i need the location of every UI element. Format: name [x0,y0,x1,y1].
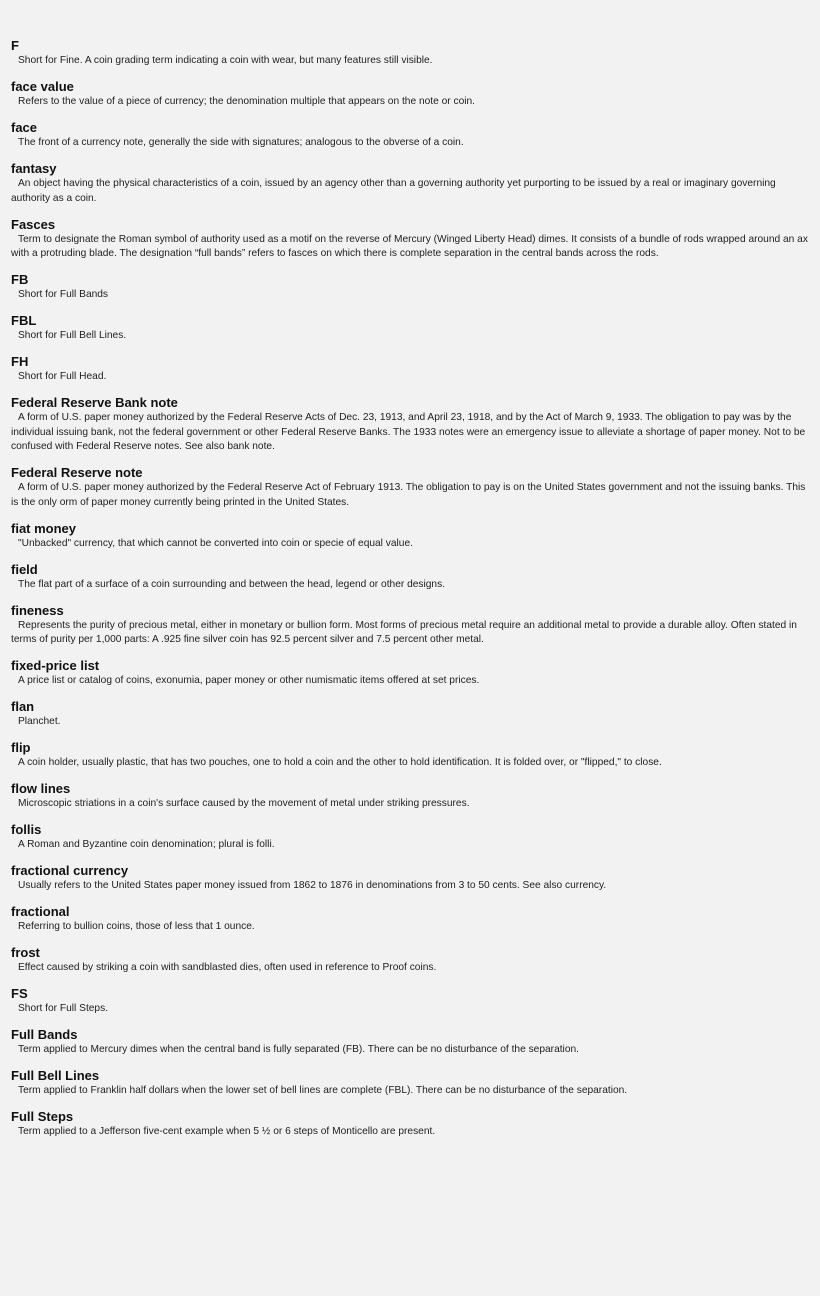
glossary-term: fractional [11,904,70,919]
glossary-definition: A coin holder, usually plastic, that has two pouches, one to hold a coin and the other to hold identification. It is folded over, or "flipped," to close. [18,757,662,768]
glossary-entry [11,395,811,455]
glossary-term: Full Bands [11,1027,78,1042]
glossary-entry [11,740,811,771]
glossary-term: Federal Reserve note [11,465,143,480]
glossary-entry [11,38,811,69]
glossary-entry [11,904,811,935]
glossary-entry [11,161,811,206]
glossary-definition: Represents the purity of precious metal, either in monetary or bullion form. Most forms of precious metal require an additional metal to provide a durable alloy. Often stated in terms of purity per 1,000 parts: A .925 fine silver coin has 92.5 percent silver and 7.5 percent other metal. [11,619,797,645]
glossary-entry [11,699,811,730]
glossary-term: field [11,561,38,577]
glossary-definition: A form of U.S. paper money authorized by the Federal Reserve Acts of Dec. 23, 1913, and April 23, 1918, and by the Act of March 9, 1933. The obligation to pay was by the individual issuing bank, not the federal government or other Federal Reserve Banks. The 1933 notes were an emergency issue to alleviate a shortage of paper money. Not to be confused with Federal Reserve notes. See also bank note. [11,412,806,452]
glossary-definition: A Roman and Byzantine coin denomination; plural is folli. [18,839,275,850]
glossary-term: FS [11,986,28,1001]
glossary-term: Federal Reserve Bank note [11,395,178,410]
glossary-definition: Referring to bullion coins, those of less that 1 ounce. [18,921,255,932]
glossary-definition: Microscopic striations in a coin's surface caused by the movement of metal under striking pressures. [18,798,470,809]
glossary-definition: A form of U.S. paper money authorized by the Federal Reserve Act of February 1913. The obligation to pay is on the United States government and not the issuing banks. This is the only orm of paper money currently being printed in the United States. [11,482,806,508]
glossary-entry [11,986,811,1017]
glossary-term: Full Bell Lines [11,1068,100,1083]
glossary-entry [11,465,811,510]
glossary-entry [11,1027,811,1058]
glossary-definition: The front of a currency note, generally the side with signatures; analogous to the obverse of a coin. [18,137,464,148]
glossary-entry [11,822,811,853]
glossary-definition: A price list or catalog of coins, exonumia, paper money or other numismatic items offered at set prices. [18,675,480,686]
glossary-term: fractional currency [11,863,129,878]
glossary-entry [11,1068,811,1099]
glossary-entry [11,79,811,110]
glossary-entry [11,313,811,344]
glossary-term: fineness [11,602,64,618]
glossary-entry [11,120,811,151]
glossary-entry [11,272,811,303]
glossary-definition: Short for Full Steps. [18,1003,109,1014]
glossary-term: follis [11,822,42,837]
glossary-definition: Effect caused by striking a coin with sandblasted dies, often used in reference to Proof coins. [18,962,437,973]
glossary-definition: Short for Full Bands [18,289,109,300]
glossary-entry [11,354,811,385]
glossary-entry [11,562,811,593]
glossary-definition: Usually refers to the United States paper money issued from 1862 to 1876 in denominations from 3 to 50 cents. See also currency. [18,880,607,891]
glossary-term: Full Steps [11,1109,74,1124]
glossary-term: fantasy [11,161,57,176]
glossary-entry [11,658,811,689]
glossary-term: flow lines [11,781,71,796]
glossary-definition: An object having the physical characteristics of a coin, issued by an agency other than a governing authority yet purporting to be issued by a real or imaginary governing authority as a coin. [11,178,776,204]
glossary-term: fiat money [11,520,77,536]
glossary-term: flip [11,740,31,755]
glossary-entry [11,217,811,262]
glossary-definition: Short for Fine. A coin grading term indicating a coin with wear, but many features still visible. [18,55,433,66]
glossary-entry [11,863,811,894]
glossary-term: FBL [11,313,37,328]
glossary-definition: Refers to the value of a piece of currency; the denomination multiple that appears on the note or coin. [18,96,476,107]
glossary-entry [11,781,811,812]
glossary-definition: Term applied to Mercury dimes when the central band is fully separated (FB). There can be no disturbance of the separation. [18,1044,579,1055]
glossary-definition: Term applied to a Jefferson five-cent example when 5 ½ or 6 steps of Monticello are present. [18,1126,436,1137]
glossary-definition: Term to designate the Roman symbol of authority used as a motif on the reverse of Mercury (Winged Liberty Head) dimes. It consists of a bundle of rods wrapped around an ax with a protruding blade. The designation “full bands” refers to fasces on which there is complete separation in the central bands across the rods. [11,233,808,259]
glossary-term: Fasces [11,216,56,232]
glossary-entry [11,945,811,976]
glossary-list [11,38,811,1150]
glossary-term: flan [11,699,35,714]
glossary-term: F [11,38,19,53]
glossary-definition: "Unbacked" currency, that which cannot be converted into coin or specie of equal value. [18,537,413,549]
glossary-term: FB [11,272,29,287]
glossary-definition: Short for Full Head. [18,371,107,382]
glossary-definition: Planchet. [18,716,61,727]
glossary-definition: Term applied to Franklin half dollars when the lower set of bell lines are complete (FBL). There can be no disturbance of the separation. [18,1085,628,1096]
glossary-term: face value [11,79,74,94]
glossary-entry [11,603,811,648]
glossary-entry [11,521,811,552]
glossary-term: FH [11,354,29,369]
glossary-definition: Short for Full Bell Lines. [18,330,127,341]
glossary-definition: The flat part of a surface of a coin surrounding and between the head, legend or other designs. [18,578,446,590]
glossary-term: frost [11,945,40,960]
glossary-term: fixed-price list [11,658,100,673]
glossary-term: face [11,120,38,135]
glossary-entry [11,1109,811,1140]
